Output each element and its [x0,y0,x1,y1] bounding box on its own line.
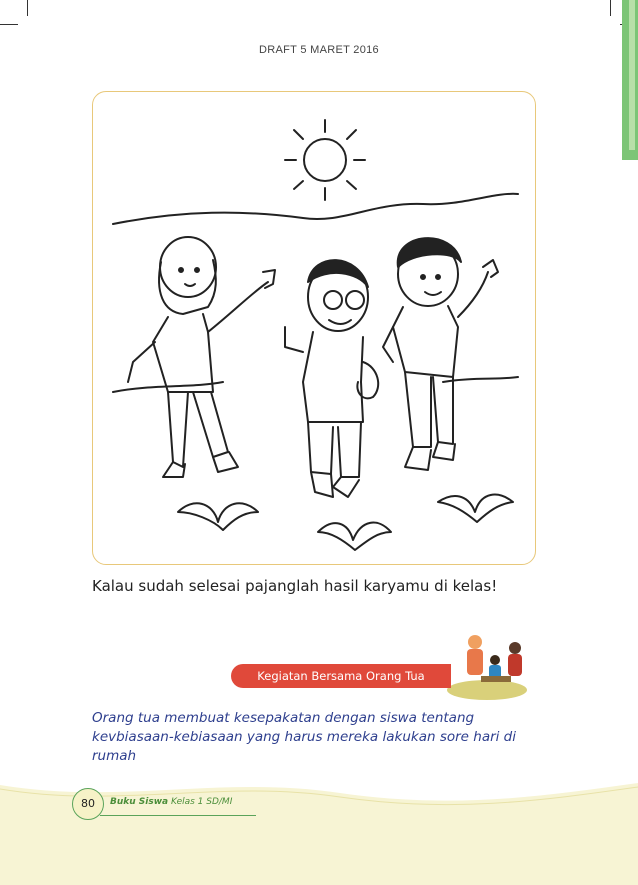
page-number: 80 [72,788,104,820]
boy-curly-figure [383,238,498,470]
side-color-bar [622,0,638,160]
draft-label: DRAFT 5 MARET 2016 [259,44,379,56]
grass-tuft-icon [178,503,258,530]
footer-underline [100,815,256,816]
book-subtitle: Kelas 1 SD/MI [170,797,233,807]
coloring-illustration [93,92,535,564]
book-info [110,797,232,807]
illustration-frame [92,91,536,565]
activity-badge: Kegiatan Bersama Orang Tua [231,664,451,688]
sun-icon [304,139,346,181]
side-color-bar-inner [629,0,635,150]
instruction-text: Kalau sudah selesai pajanglah hasil karyamu di kelas! [92,577,498,595]
grass-tuft-icon [438,495,513,522]
grass-tuft-icon [318,523,391,550]
crop-mark [610,0,611,16]
crop-mark [27,0,28,16]
boy-glasses-figure [285,260,378,497]
crop-mark [0,24,18,25]
book-title: Buku Siswa [110,797,169,807]
girl-figure [128,237,275,477]
parent-activity-text: Orang tua membuat kesepakatan dengan siswa tentang kevbiasaan-kebiasaan yang harus mereka lakukan sore hari di rumah [92,710,517,764]
family-illustration-icon [445,628,530,702]
